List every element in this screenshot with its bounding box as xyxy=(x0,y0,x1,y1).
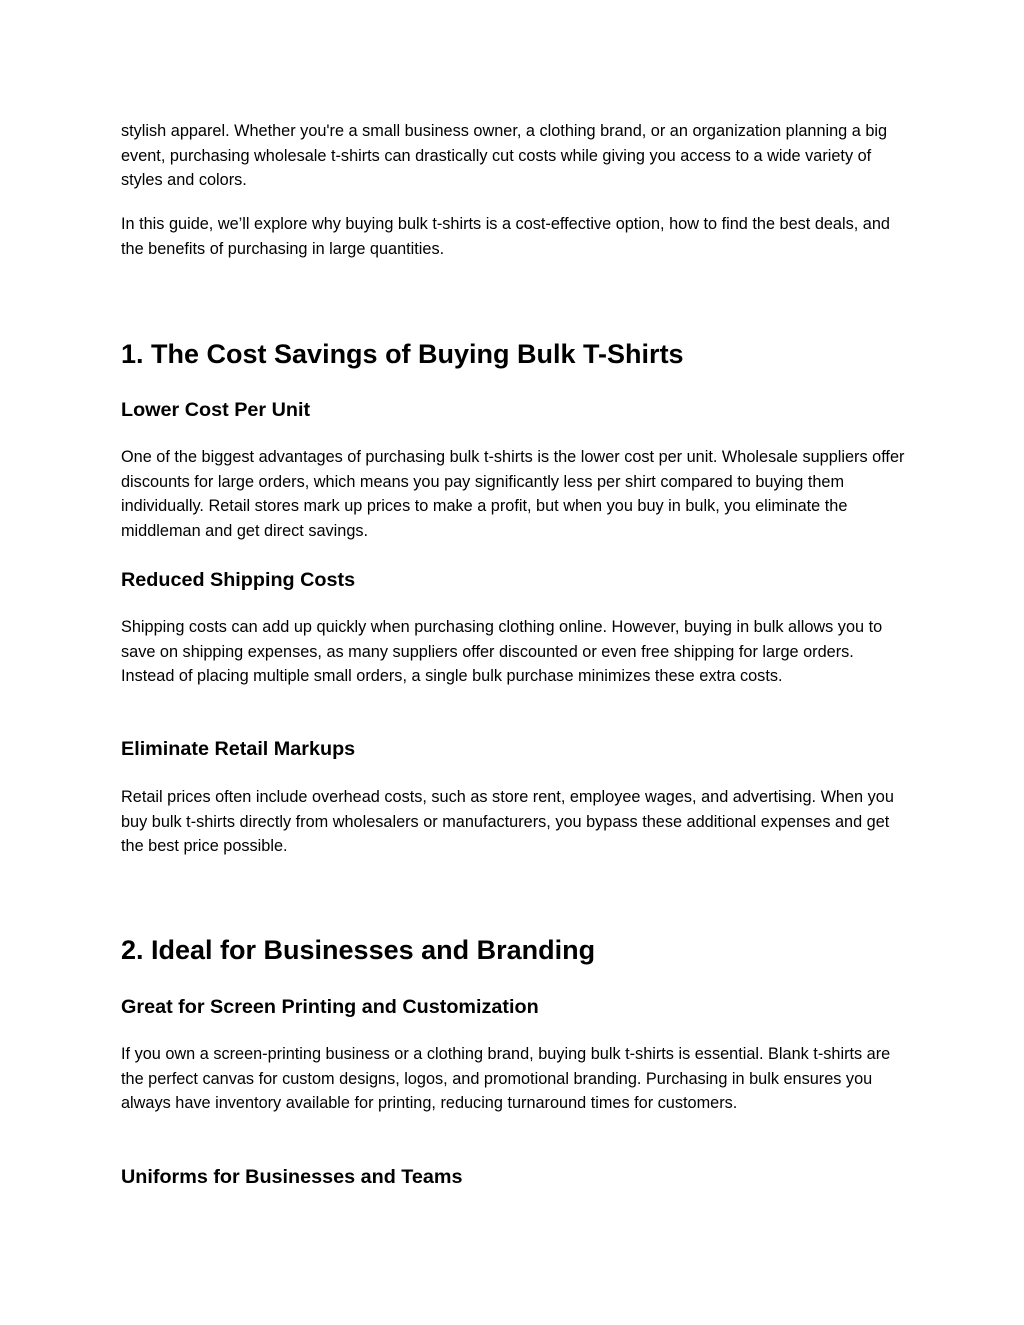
lower-cost-heading: Lower Cost Per Unit xyxy=(121,399,311,421)
screen-printing-paragraph: If you own a screen-printing business or a clothing brand, buying bulk t-shirts is essential. Blank t-shirts are the perfect canvas for custom designs, logos, and promotional branding. Purchasing in bulk ensures you always have inventory available for printing, reducing turnaround times for customers. xyxy=(121,1045,891,1112)
lower-cost-paragraph: One of the biggest advantages of purchasing bulk t-shirts is the lower cost per unit. Wholesale suppliers offer discounts for large orders, which means you pay significantly less per shirt compared to buying them individually. Retail stores mark up prices to make a profit, but when you buy in bulk, you eliminate the middleman and get direct savings. xyxy=(121,448,905,540)
intro-paragraph-2: In this guide, we’ll explore why buying bulk t-shirts is a cost-effective option, how to find the best deals, and the benefits of purchasing in large quantities. xyxy=(121,215,890,258)
section-2-heading: 2. Ideal for Businesses and Branding xyxy=(121,935,596,965)
uniforms-heading: Uniforms for Businesses and Teams xyxy=(121,1166,463,1188)
shipping-costs-paragraph: Shipping costs can add up quickly when purchasing clothing online. However, buying in bulk allows you to save on shipping expenses, as many suppliers offer discounted or even free shipping for large orders. Instead of placing multiple small orders, a single bulk purchase minimizes these extra costs. xyxy=(121,618,883,685)
retail-markups-heading: Eliminate Retail Markups xyxy=(121,738,356,760)
section-1-heading: 1. The Cost Savings of Buying Bulk T-Shirts xyxy=(121,339,684,369)
screen-printing-heading: Great for Screen Printing and Customization xyxy=(121,996,539,1018)
shipping-costs-heading: Reduced Shipping Costs xyxy=(121,569,356,591)
intro-paragraph-1: stylish apparel. Whether you're a small business owner, a clothing brand, or an organization planning a big event, purchasing wholesale t-shirts can drastically cut costs while giving you access to a wide variety of styles and colors. xyxy=(121,122,888,189)
retail-markups-paragraph: Retail prices often include overhead costs, such as store rent, employee wages, and advertising. When you buy bulk t-shirts directly from wholesalers or manufacturers, you bypass these additional expenses and get the best price possible. xyxy=(121,788,894,855)
